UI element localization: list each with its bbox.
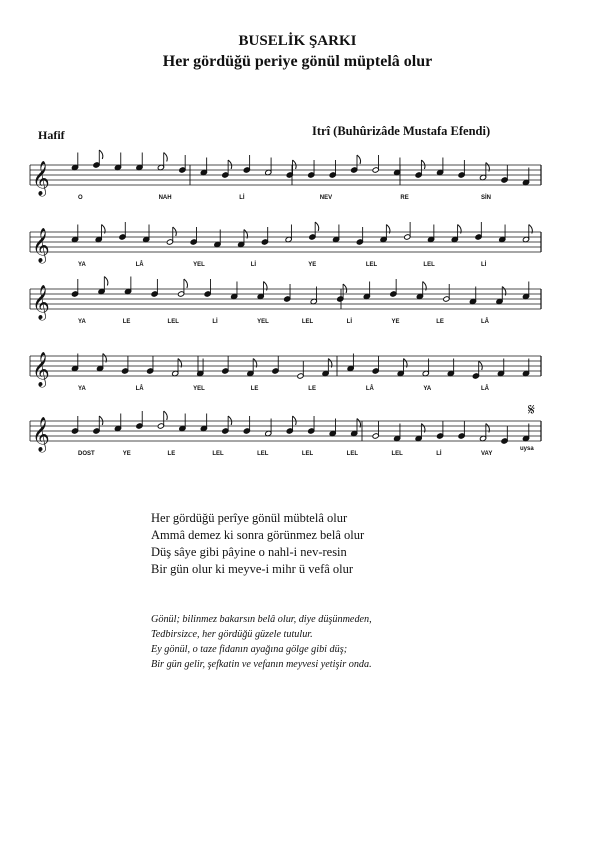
lyric-syllable: LEL bbox=[167, 319, 179, 325]
verse-line: Her gördüğü perîye gönül mübtelâ olur bbox=[151, 511, 348, 525]
lyric-syllable: LÂ bbox=[365, 386, 374, 392]
lyric-syllable: YEL bbox=[193, 262, 205, 268]
lyric-syllable: YEL bbox=[257, 319, 269, 325]
note-flag bbox=[164, 411, 168, 420]
treble-clef-icon: 𝄞 bbox=[32, 161, 50, 196]
lyric-syllable: LÂ bbox=[481, 386, 489, 392]
verse-line: Düş sâye gibi pâyine o nahl-i nev-resin bbox=[151, 545, 347, 559]
lyric-syllable: Lİ bbox=[212, 319, 218, 325]
lyric-syllable: Lİ bbox=[250, 262, 257, 268]
lyric-syllable: RE bbox=[400, 195, 409, 201]
note-flag bbox=[228, 416, 232, 425]
lyric-syllable: YA bbox=[78, 262, 86, 268]
lyric-syllable: YA bbox=[423, 386, 432, 392]
lyric-syllable: Lİ bbox=[346, 319, 353, 325]
lyric-syllable: NAH bbox=[158, 195, 172, 201]
lyric-syllable: VAY bbox=[481, 451, 493, 457]
note-flag bbox=[184, 279, 188, 288]
lyric-syllable: LE bbox=[436, 319, 444, 325]
lyric-syllable: Lİ bbox=[436, 451, 442, 457]
lyric-syllable: YEL bbox=[193, 386, 205, 392]
note-flag bbox=[104, 277, 108, 286]
note-flag bbox=[343, 284, 347, 293]
lyric-syllable: LÂ bbox=[135, 262, 144, 268]
lyric-syllable: YE bbox=[308, 262, 317, 268]
note-flag bbox=[293, 416, 297, 425]
translation-line: Tedbirsizce, her gördüğü güzele tutulur. bbox=[151, 629, 313, 640]
lyric-syllable: DOST bbox=[78, 451, 95, 457]
note-flag bbox=[99, 416, 103, 425]
note-flag bbox=[173, 227, 177, 236]
note-flag bbox=[164, 153, 168, 162]
lyric-syllable: LE bbox=[250, 386, 259, 392]
lyric-syllable: SİN bbox=[481, 195, 492, 201]
lyric-syllable: LÂ bbox=[135, 386, 144, 392]
translation-line: Ey gönül, o taze fidanın ayağına gölge gibi düş; bbox=[151, 644, 348, 655]
lyric-syllable: Lİ bbox=[481, 262, 487, 268]
lyric-syllable: YA bbox=[78, 386, 86, 392]
lyric-syllable: LÂ bbox=[481, 319, 489, 325]
note-flag bbox=[228, 160, 232, 169]
lyric-syllable: Lİ bbox=[239, 195, 245, 201]
treble-clef-icon: 𝄞 bbox=[32, 228, 50, 263]
lyric-syllable: LEL bbox=[391, 451, 403, 457]
lyric-syllable: LEL bbox=[301, 451, 314, 457]
lyric-syllable: YE bbox=[391, 319, 400, 325]
note-flag bbox=[357, 155, 361, 164]
tempo-marking: Hafif bbox=[38, 128, 65, 142]
composer-credit: Itrî (Buhûrizâde Mustafa Efendi) bbox=[312, 124, 491, 138]
lyric-syllable: LEL bbox=[365, 262, 378, 268]
lyric-syllable: YE bbox=[122, 451, 131, 457]
verse-block bbox=[151, 510, 364, 578]
note-flag bbox=[293, 160, 297, 169]
treble-clef-icon: 𝄞 bbox=[32, 417, 50, 452]
lyric-syllable: NEV bbox=[319, 195, 333, 201]
verse-line: Bir gün olur ki meyve-i mihr ü vefâ olur bbox=[151, 562, 354, 576]
lyric-syllable: YA bbox=[78, 319, 86, 325]
lyric-syllable: O bbox=[78, 195, 83, 201]
note-flag bbox=[479, 361, 483, 370]
translation-line: Bir gün gelir, şefkatin ve vefanın meyvesi yetişir onda. bbox=[151, 659, 372, 670]
lyric-syllable: LE bbox=[308, 386, 316, 392]
lyric-syllable: LEL bbox=[346, 451, 359, 457]
page-title: BUSELİK ŞARKI bbox=[238, 33, 357, 49]
lyric-syllable: LEL bbox=[257, 451, 269, 457]
lyric-syllable: LEL bbox=[423, 262, 435, 268]
translation-block bbox=[151, 612, 372, 672]
end-mark: uysa bbox=[520, 446, 534, 452]
lyric-syllable: LEL bbox=[301, 319, 314, 325]
segno-icon: 𝄋 bbox=[528, 400, 535, 419]
translation-line: Gönül; bilinmez bakarsın belâ olur, diye düşünmeden, bbox=[151, 614, 372, 625]
verse-line: Ammâ demez ki sonra görünmez belâ olur bbox=[151, 528, 365, 542]
note-flag bbox=[421, 160, 425, 169]
treble-clef-icon: 𝄞 bbox=[32, 285, 50, 320]
lyric-syllable: LE bbox=[122, 319, 131, 325]
lyric-syllable: LEL bbox=[212, 451, 224, 457]
note-flag bbox=[99, 150, 103, 159]
lyric-syllable: LE bbox=[167, 451, 176, 457]
note-flag bbox=[315, 222, 319, 231]
page-subtitle: Her gördüğü periye gönül müptelâ olur bbox=[162, 53, 433, 70]
treble-clef-icon: 𝄞 bbox=[32, 352, 50, 387]
